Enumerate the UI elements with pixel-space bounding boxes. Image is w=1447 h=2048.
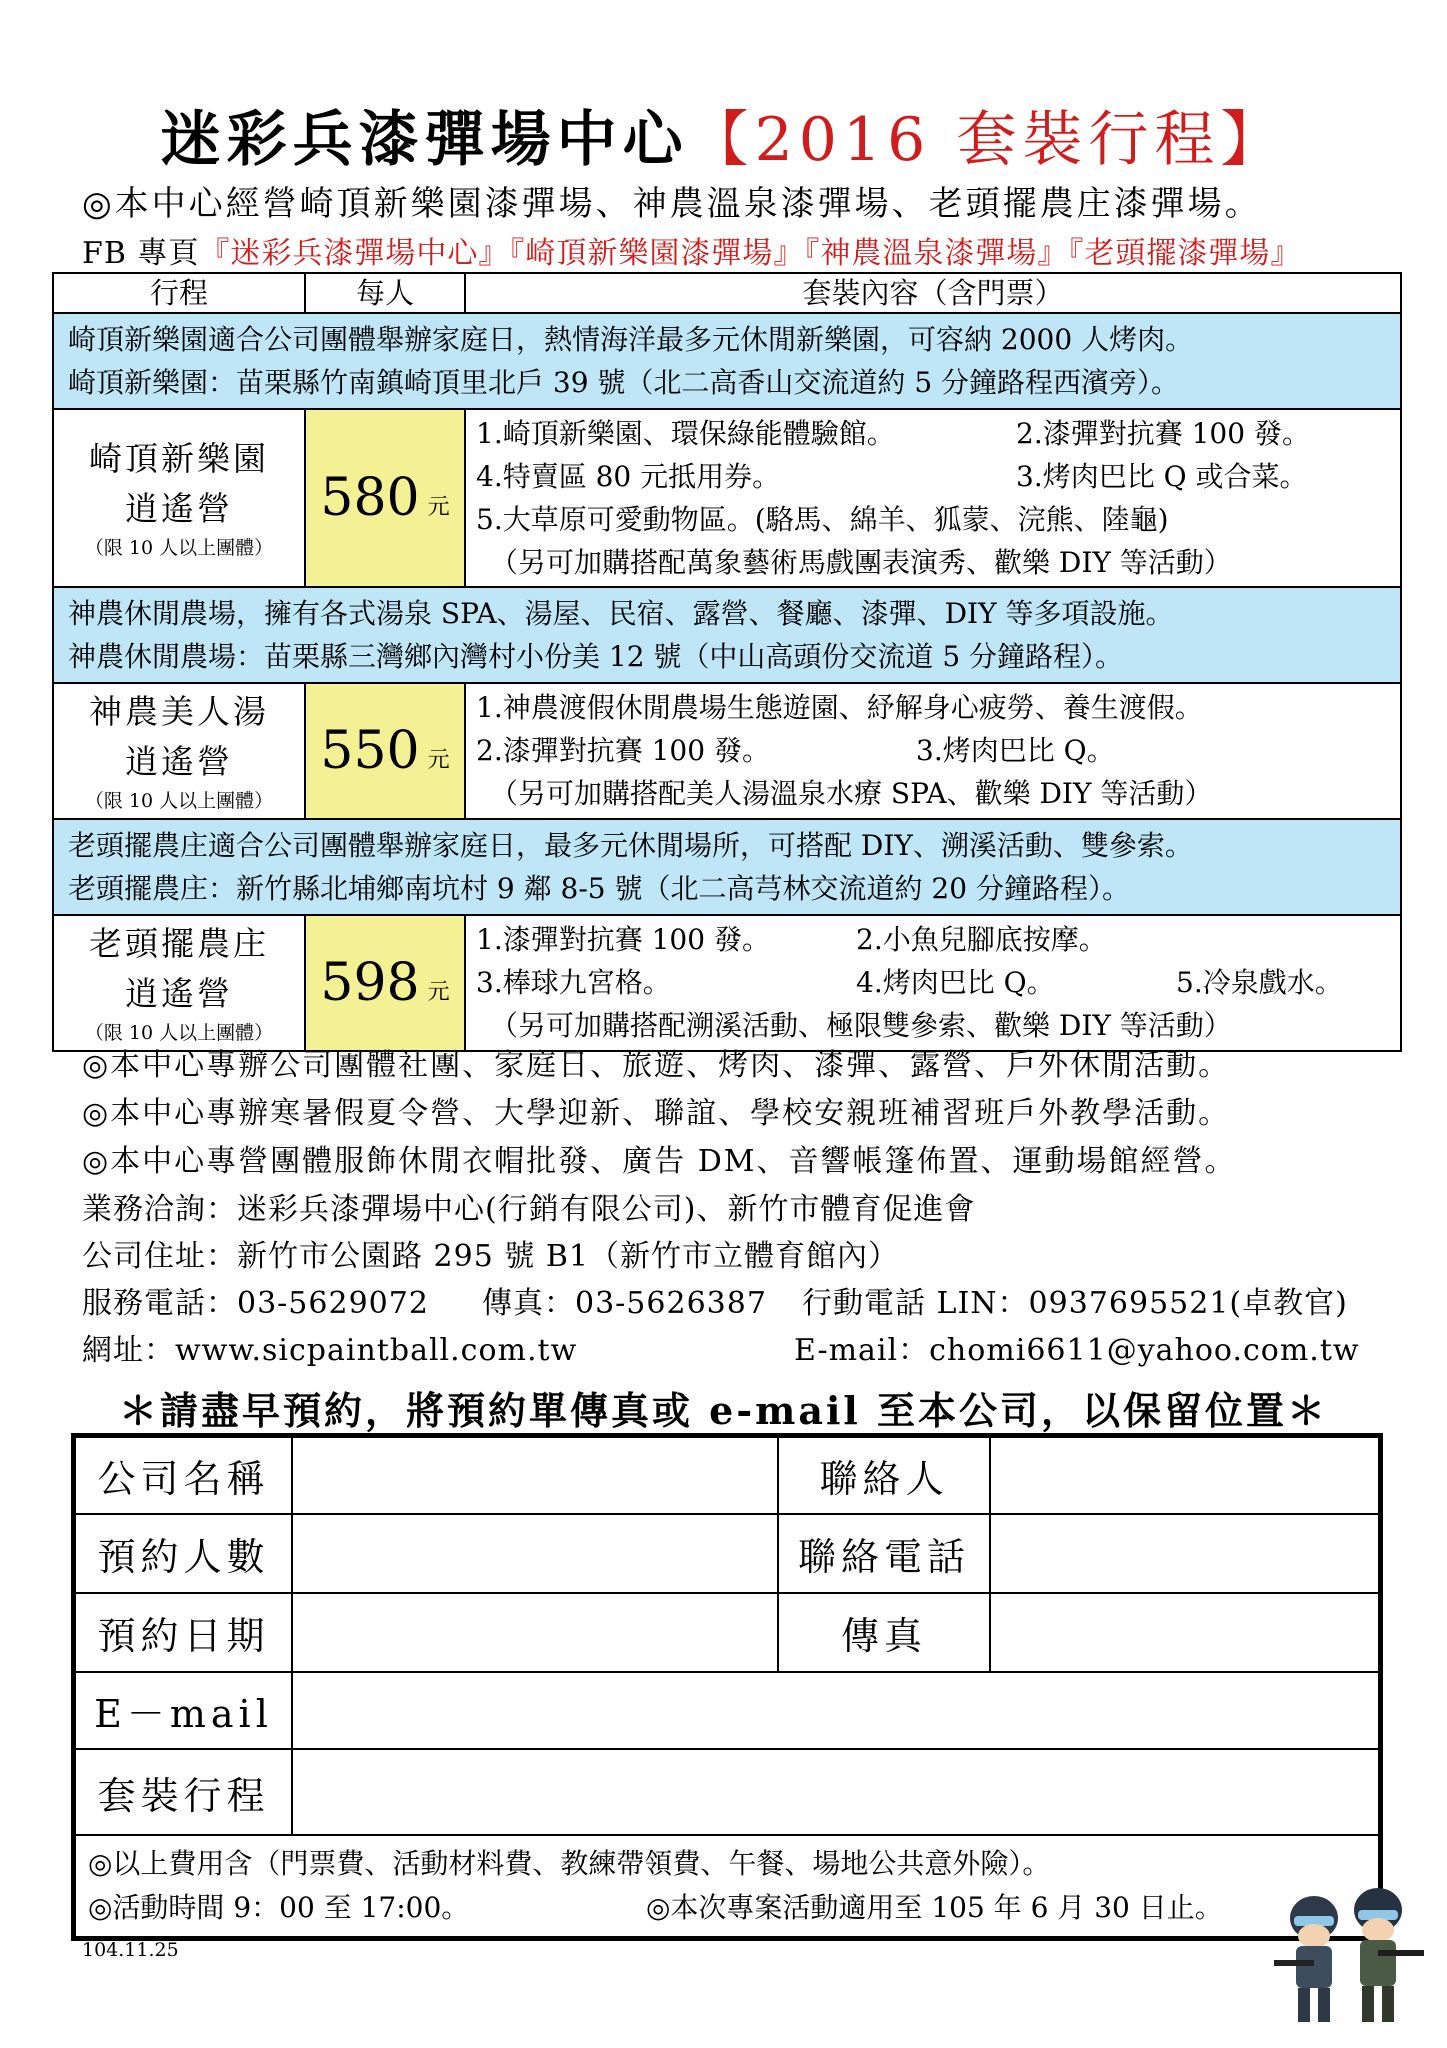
- document-date: 104.11.25: [82, 1939, 179, 1961]
- package-limit: （限 10 人以上團體）: [84, 790, 274, 812]
- fax-number: 傳真：03-5626387: [482, 1286, 767, 1321]
- package-limit: （限 10 人以上團體）: [84, 537, 274, 559]
- package-limit: （限 10 人以上團體）: [84, 1022, 274, 1044]
- content-item: 2.漆彈對抗賽 100 發。: [1016, 417, 1310, 450]
- package-price: 598: [320, 953, 420, 1013]
- form-row: [76, 1594, 1378, 1673]
- table-header-row: [54, 274, 1400, 314]
- header-itinerary: 行程: [54, 274, 306, 312]
- people-count-label: 預約人數: [76, 1515, 293, 1592]
- content-item: 1.神農渡假休閒農場生態遊園、紓解身心疲勞、養生渡假。: [476, 691, 1203, 724]
- email-label: E－mail: [76, 1673, 293, 1748]
- package-info-laotoubai: [54, 820, 1400, 916]
- booking-form: [71, 1433, 1383, 1941]
- price-unit: 元: [427, 747, 450, 773]
- package-address-line: 崎頂新樂園：苗栗縣竹南鎮崎頂里北戶 39 號（北二高香山交流道約 5 分鐘路程西濱旁）。: [68, 366, 1180, 399]
- form-row: [76, 1673, 1378, 1750]
- service-phone: 服務電話：03-5629072: [82, 1286, 429, 1321]
- package-info-line: 老頭擺農庄適合公司團體舉辦家庭日，最多元休閒場所，可搭配 DIY、溯溪活動、雙參索。: [68, 829, 1193, 862]
- header-content: 套裝內容（含門票）: [802, 276, 1064, 310]
- contact-person-field[interactable]: [991, 1438, 1378, 1513]
- intro-text: ◎本中心經營崎頂新樂園漆彈場、神農溫泉漆彈場、老頭擺農庄漆彈場。: [82, 184, 1262, 224]
- people-count-field[interactable]: [293, 1515, 779, 1592]
- content-addon: （另可加購搭配美人湯溫泉水療 SPA、歡樂 DIY 等活動）: [490, 777, 1213, 810]
- title-main: 迷彩兵漆彈場中心: [160, 105, 689, 175]
- company-name-field[interactable]: [293, 1438, 779, 1513]
- note-line: ◎本中心專營團體服飾休閒衣帽批發、廣告 DM、音響帳篷佈置、運動場館經營。: [82, 1144, 1237, 1179]
- content-item: 5.冷泉戲水。: [1176, 966, 1343, 999]
- contact-person-label: 聯絡人: [779, 1438, 991, 1513]
- contact-phone-label: 聯絡電話: [779, 1515, 991, 1592]
- package-content: [466, 684, 1400, 818]
- contact-phone-field[interactable]: [991, 1515, 1378, 1592]
- email-link[interactable]: E-mail：chomi6611@yahoo.com.tw: [794, 1333, 1360, 1368]
- package-info-line: 崎頂新樂園適合公司團體舉辦家庭日，熱情海洋最多元休閒新樂園，可容納 2000 人烤肉。: [68, 323, 1194, 356]
- package-content: [466, 916, 1400, 1050]
- content-item: 5.大草原可愛動物區。(駱馬、綿羊、狐蒙、浣熊、陸龜): [476, 503, 1169, 536]
- package-row-laotoubai: [54, 916, 1400, 1050]
- package-camp: 逍遙營: [125, 974, 233, 1013]
- fb-pages-line: [82, 228, 1301, 272]
- package-field[interactable]: [293, 1750, 1378, 1834]
- fax-field[interactable]: [991, 1594, 1378, 1671]
- page-title: [0, 92, 1447, 178]
- package-name: 神農美人湯: [89, 692, 269, 731]
- content-item: 3.烤肉巴比 Q 或合菜。: [1016, 460, 1308, 493]
- email-field[interactable]: [293, 1673, 1378, 1748]
- package-row-shennong: [54, 684, 1400, 820]
- note-line: ◎本中心專辦公司團體社團、家庭日、旅遊、烤肉、漆彈、露營、戶外休閒活動。: [82, 1048, 1231, 1083]
- package-price: 580: [320, 468, 420, 528]
- package-label: 套裝行程: [76, 1750, 293, 1834]
- package-name-cell: [54, 410, 306, 586]
- content-item: 2.小魚兒腳底按摩。: [856, 923, 1107, 956]
- content-item: 4.烤肉巴比 Q。: [856, 966, 1055, 999]
- package-address-line: 神農休閒農場：苗栗縣三灣鄉內灣村小份美 12 號（中山高頭份交流道 5 分鐘路程）。: [68, 640, 1124, 673]
- form-row: [76, 1515, 1378, 1594]
- note-line: ◎本中心專辦寒暑假夏令營、大學迎新、聯誼、學校安親班補習班戶外教學活動。: [82, 1096, 1231, 1131]
- content-item: 1.漆彈對抗賽 100 發。: [476, 923, 770, 956]
- package-content: [466, 410, 1400, 586]
- package-name: 崎頂新樂園: [89, 439, 269, 478]
- form-row: [76, 1750, 1378, 1836]
- content-item: 3.烤肉巴比 Q。: [916, 734, 1115, 767]
- fee-note: ◎以上費用含（門票費、活動材料費、教練帶領費、午餐、場地公共意外險）。: [88, 1847, 1051, 1880]
- website-link[interactable]: 網址：www.sicpaintball.com.tw: [82, 1333, 578, 1368]
- package-price: 550: [320, 721, 420, 781]
- soldier-right: [1354, 1888, 1424, 2022]
- form-row: [76, 1438, 1378, 1515]
- package-info-shennong: [54, 588, 1400, 684]
- title-tag: 【2016 套裝行程】: [688, 105, 1287, 175]
- company-name-label: 公司名稱: [76, 1438, 293, 1513]
- reservation-call-to-action: ＊請盡早預約，將預約單傳真或 e-mail 至本公司，以保留位置＊: [118, 1388, 1329, 1433]
- company-address: 公司住址：新竹市公園路 295 號 B1（新竹市立體育館內）: [82, 1239, 900, 1274]
- booking-date-label: 預約日期: [76, 1594, 293, 1671]
- package-price-cell: [306, 684, 466, 818]
- form-footnote: [76, 1836, 1378, 1936]
- soldier-mascot-illustration: [1266, 1880, 1428, 2030]
- package-name: 老頭擺農庄: [89, 924, 269, 963]
- booking-date-field[interactable]: [293, 1594, 779, 1671]
- header-per-person: 每人: [306, 274, 466, 312]
- package-table: [52, 272, 1402, 1052]
- package-row-qiding: [54, 410, 1400, 588]
- content-addon: （另可加購搭配溯溪活動、極限雙參索、歡樂 DIY 等活動）: [490, 1009, 1232, 1042]
- content-addon: （另可加購搭配萬象藝術馬戲團表演秀、歡樂 DIY 等活動）: [490, 546, 1232, 579]
- content-item: 4.特賣區 80 元抵用券。: [476, 460, 781, 493]
- price-unit: 元: [427, 494, 450, 520]
- package-name-cell: [54, 684, 306, 818]
- service-notes: [82, 1042, 1236, 1186]
- package-camp: 逍遙營: [125, 742, 233, 781]
- fb-pages: 『迷彩兵漆彈場中心』『崎頂新樂園漆彈場』『神農溫泉漆彈場』『老頭擺漆彈場』: [199, 236, 1302, 271]
- package-address-line: 老頭擺農庄：新竹縣北埔鄉南坑村 9 鄰 8-5 號（北二高芎林交流道約 20 分鐘路程）。: [68, 872, 1130, 905]
- package-price-cell: [306, 916, 466, 1050]
- fax-label: 傳真: [779, 1594, 991, 1671]
- package-price-cell: [306, 410, 466, 586]
- content-item: 1.崎頂新樂園、環保綠能體驗館。: [476, 417, 895, 450]
- package-info-line: 神農休閒農場，擁有各式湯泉 SPA、湯屋、民宿、露營、餐廳、漆彈、DIY 等多項設施。: [68, 597, 1174, 630]
- content-item: 2.漆彈對抗賽 100 發。: [476, 734, 770, 767]
- package-info-qiding: [54, 314, 1400, 410]
- business-inquiry: 業務洽詢：迷彩兵漆彈場中心(行銷有限公司)、新竹市體育促進會: [82, 1192, 976, 1227]
- soldier-left: [1274, 1896, 1338, 2022]
- price-unit: 元: [427, 979, 450, 1005]
- mobile-phone: 行動電話 LIN：0937695521(卓教官): [802, 1286, 1348, 1321]
- time-note: ◎活動時間 9：00 至 17:00。: [88, 1891, 470, 1924]
- content-item: 3.棒球九宮格。: [476, 966, 671, 999]
- package-camp: 逍遙營: [125, 489, 233, 528]
- fb-prefix: FB 專頁: [82, 236, 200, 271]
- package-name-cell: [54, 916, 306, 1050]
- validity-note: ◎本次專案活動適用至 105 年 6 月 30 日止。: [646, 1891, 1223, 1924]
